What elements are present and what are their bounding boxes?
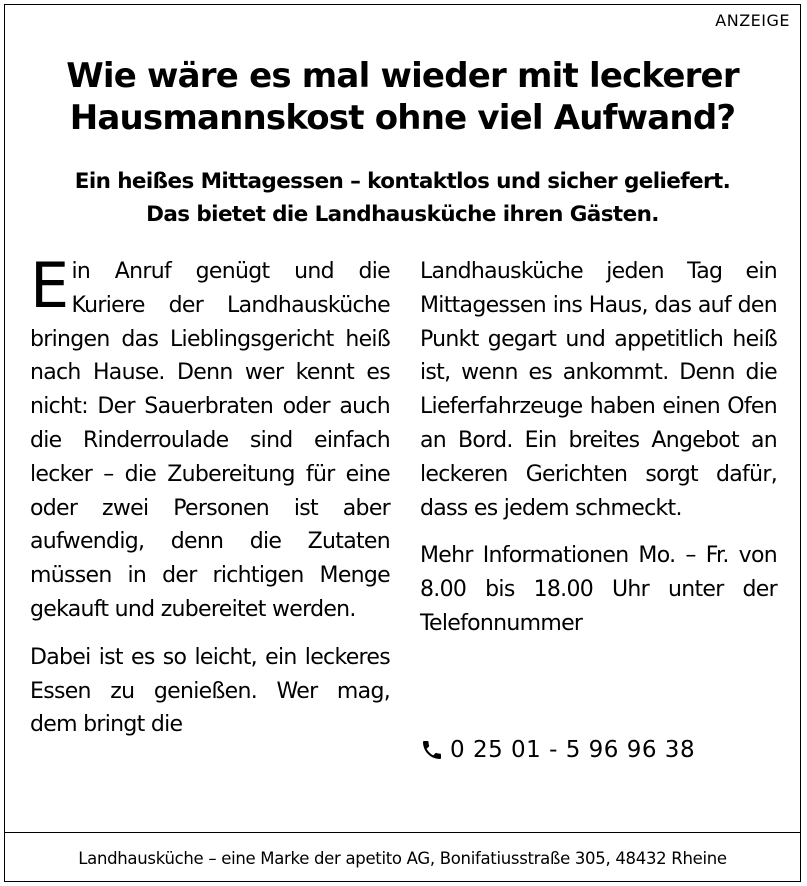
advertisement [4, 4, 801, 882]
footer-address: Landhausküche – eine Marke der apetito AG, Bonifatiusstraße 305, 48432 Rheine [78, 849, 727, 868]
headline-line-1: Wie wäre es mal wieder mit leckerer [66, 56, 739, 96]
body-paragraph-2-part-2: Landhausküche jeden Tag ein Mittagessen ins Haus, das auf den Punkt gegart und appetitlich heiß ist, wenn es ankommt. Denn die Lieferfahrzeuge haben einen Ofen an Bord. Ein breites Angebot an leckeren Gerichten sorgt dafür, dass es jedem schmeckt. [420, 259, 777, 521]
body-column-right [420, 255, 777, 641]
headline-line-2: Hausmannskost ohne viel Aufwand? [69, 98, 736, 138]
phone-number[interactable]: 0 25 01 - 5 96 96 38 [450, 737, 696, 763]
drop-cap: E [30, 249, 69, 322]
body-column-left [30, 249, 390, 742]
headline [5, 55, 800, 139]
footer-divider [5, 832, 800, 833]
body-paragraph-1 [30, 249, 390, 627]
ad-label: ANZEIGE [715, 11, 790, 30]
body-paragraph-1-text: in Anruf genügt und die Kuriere der Landhausküche bringen das Lieblingsgericht heiß nach Hause. Denn wer kennt es nicht: Der Sauerbraten oder auch die Rinderroulade sind einfach lecker – die Zubereitung für eine oder zwei Personen ist aber aufwendig, denn die Zutaten müssen in der richtigen Menge gekauft und zubereitet werden. [30, 259, 390, 622]
phone-contact[interactable] [420, 733, 695, 767]
body-paragraph-2-end [420, 255, 777, 525]
body-paragraph-2-part-1: Dabei ist es so leicht, ein leckeres Essen zu genießen. Wer mag, dem bringt die [30, 644, 390, 738]
subheadline [5, 165, 800, 231]
subheadline-line-2: Das bietet die Landhausküche ihren Gästen. [146, 202, 659, 227]
body-paragraph-2-start [30, 641, 390, 742]
body-paragraph-3: Mehr Informationen Mo. – Fr. von 8.00 bis 18.00 Uhr unter der Telefonnummer [420, 543, 777, 636]
subheadline-line-1: Ein heißes Mittagessen – kontaktlos und sicher geliefert. [74, 169, 731, 194]
phone-icon [420, 738, 444, 762]
